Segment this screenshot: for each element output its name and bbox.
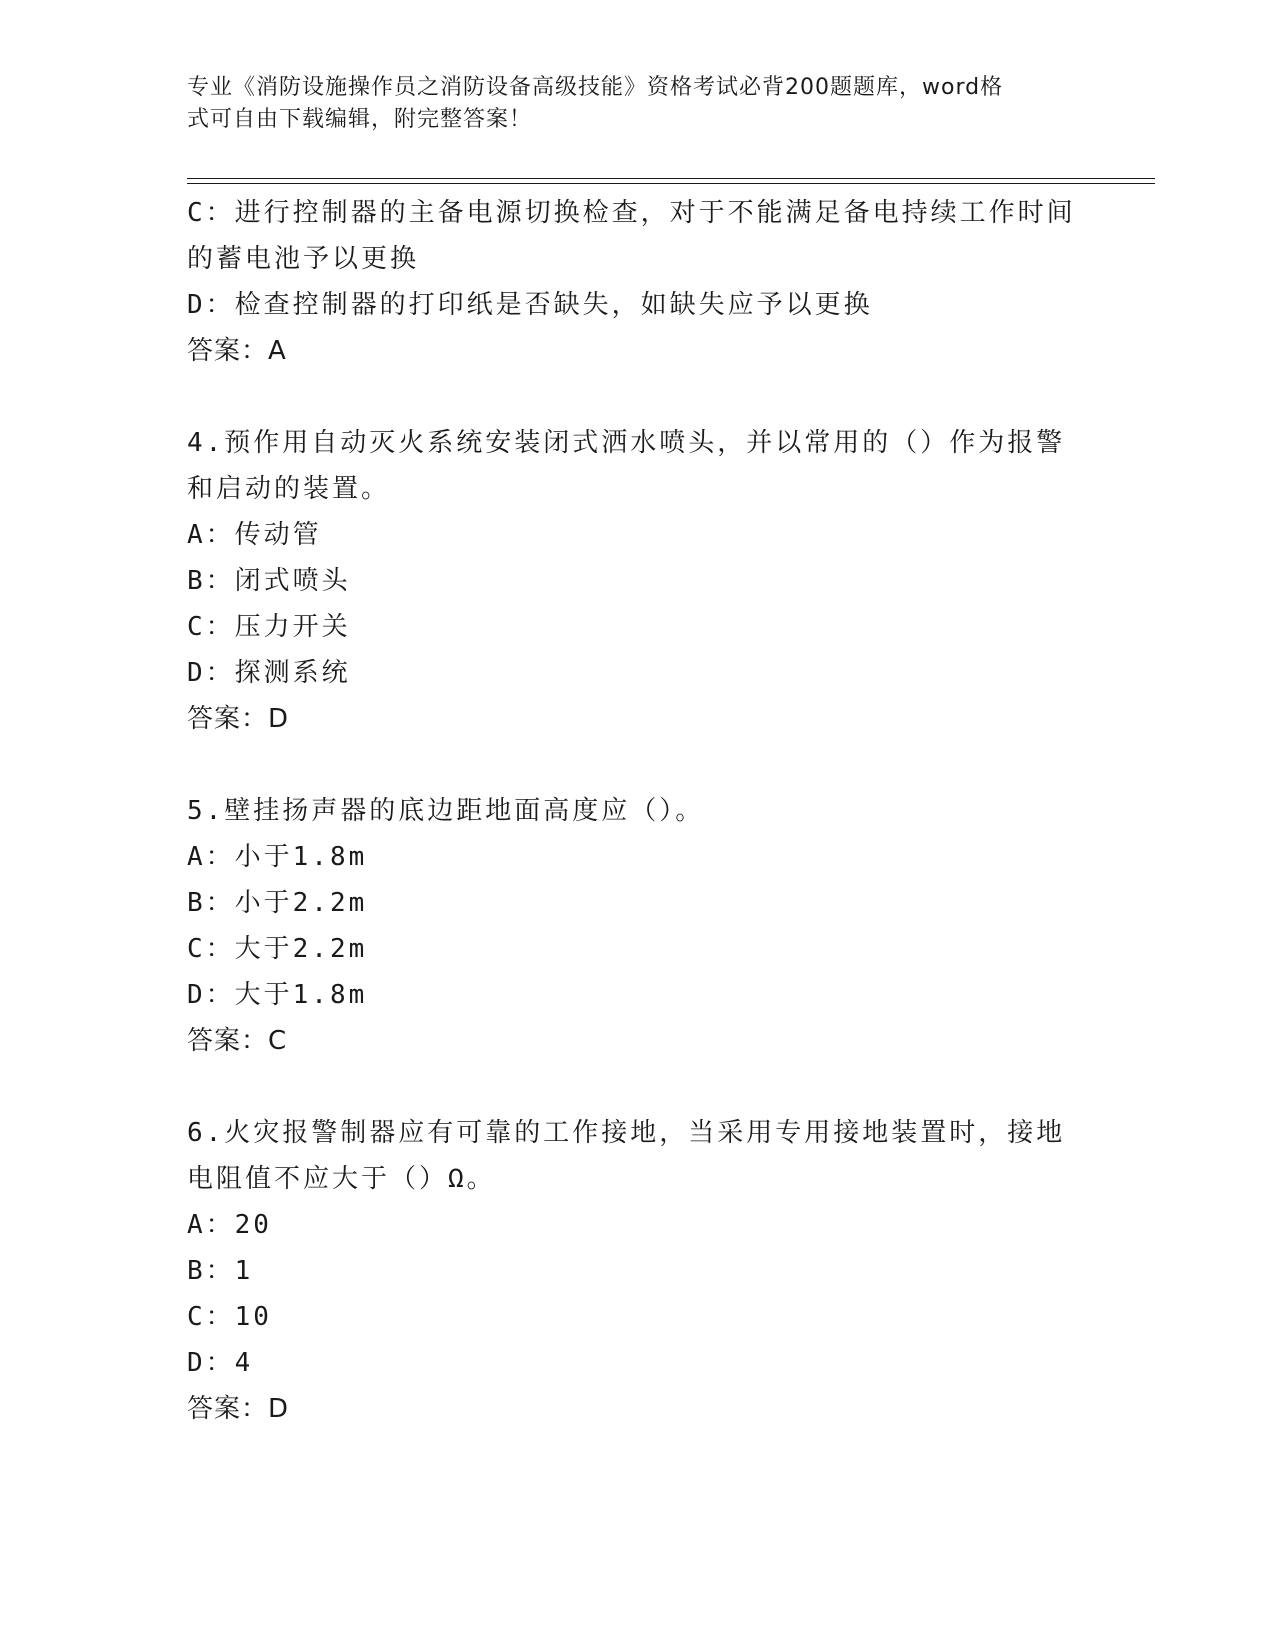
spacer bbox=[187, 374, 1087, 420]
option-b: B：闭式喷头 bbox=[187, 566, 351, 596]
option-b: B：小于2.2m bbox=[187, 888, 368, 918]
spacer bbox=[187, 742, 1087, 788]
option-c: C：10 bbox=[187, 1302, 272, 1332]
header-divider-bottom bbox=[187, 183, 1155, 184]
header-line-1: 专业《消防设施操作员之消防设备高级技能》资格考试必背200题题库，word格 bbox=[187, 75, 1004, 100]
answer: 答案：D bbox=[187, 1394, 290, 1424]
option-a: A：小于1.8m bbox=[187, 842, 368, 872]
header-line-2: 式可自由下载编辑，附完整答案！ bbox=[187, 107, 533, 132]
option-d: D：4 bbox=[187, 1348, 254, 1378]
spacer bbox=[187, 1064, 1087, 1110]
question-block-prev bbox=[187, 190, 1087, 374]
option-c-continued: 的蓄电池予以更换 bbox=[187, 244, 420, 274]
option-c: C：大于2.2m bbox=[187, 934, 368, 964]
question-list bbox=[187, 190, 1087, 1432]
option-a: A：传动管 bbox=[187, 520, 322, 550]
document-header bbox=[187, 72, 1067, 136]
header-divider-top bbox=[187, 178, 1155, 179]
option-d: D：探测系统 bbox=[187, 658, 351, 688]
question-stem: 4.预作用自动灭火系统安装闭式洒水喷头，并以常用的（）作为报警 bbox=[187, 428, 1066, 458]
option-c: C：进行控制器的主备电源切换检查，对于不能满足备电持续工作时间 bbox=[187, 198, 1076, 228]
option-d: D：大于1.8m bbox=[187, 980, 368, 1010]
question-block-6 bbox=[187, 1110, 1087, 1432]
question-stem-continued: 和启动的装置。 bbox=[187, 474, 391, 504]
option-c: C：压力开关 bbox=[187, 612, 351, 642]
option-b: B：1 bbox=[187, 1256, 254, 1286]
question-block-4 bbox=[187, 420, 1087, 742]
question-stem: 6.火灾报警制器应有可靠的工作接地，当采用专用接地装置时，接地 bbox=[187, 1118, 1066, 1148]
question-stem: 5.壁挂扬声器的底边距地面高度应（）。 bbox=[187, 796, 705, 826]
option-d: D：检查控制器的打印纸是否缺失，如缺失应予以更换 bbox=[187, 290, 873, 320]
answer: 答案：A bbox=[187, 336, 287, 366]
question-block-5 bbox=[187, 788, 1087, 1064]
answer: 答案：C bbox=[187, 1026, 288, 1056]
answer: 答案：D bbox=[187, 704, 290, 734]
question-stem-continued: 电阻值不应大于（）Ω。 bbox=[187, 1164, 496, 1194]
option-a: A：20 bbox=[187, 1210, 272, 1240]
